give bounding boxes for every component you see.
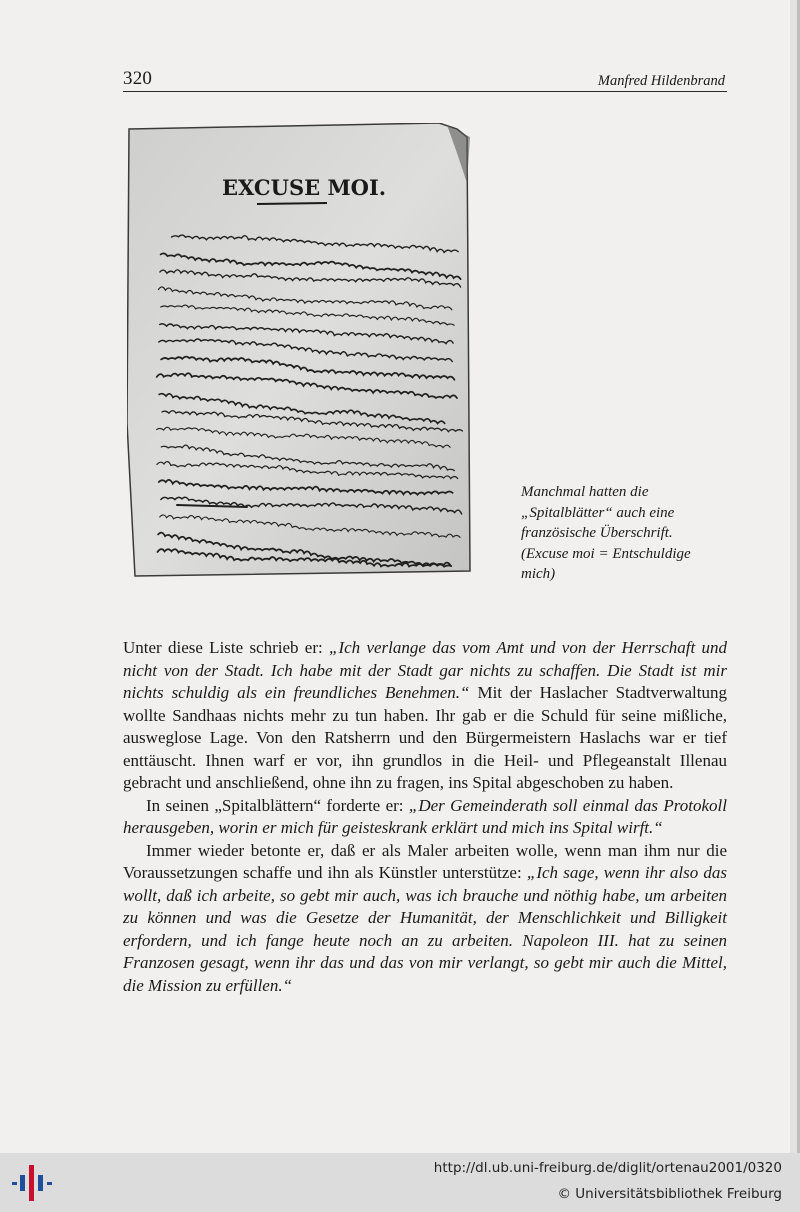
quote-text: „Ich sage, wenn ihr also das wollt, daß ich arbeite, so gebt mir auch, was ich brauche und nöthig habe, um arbeiten zu können und was die Gesetze der Humanität, der Menschlichkeit und Billigkeit erfordern, und ich fange heute noch an zu arbeiten. Napoleon III. hat zu seinen Franzosen gesagt, wenn ihr das und das von mir verlangt, so gebt mir auch die Mittel, die Mission zu erfüllen.“ (123, 863, 728, 995)
caption-line: französische Überschrift. (521, 525, 673, 541)
caption-line: „Spitalblätter“ auch eine (521, 504, 675, 521)
page-number: 320 (123, 68, 153, 89)
body-run: Immer wieder betonte er, daß er als Maler arbeiten wolle, wenn man ihm nur die Voraussetzungen schaffe und ihn als Künstler unterstütze: (123, 840, 727, 882)
caption-line: mich) (521, 566, 556, 582)
manuscript-image (127, 123, 472, 578)
paragraph-2 (123, 795, 727, 840)
body-run: Mit der Haslacher Stadtverwaltung wollte Sandhaas nichts mehr zu tun haben. Ihr gab er die Schuld für seine mißliche, ausweglose Lage. Von den Ratsherrn und den Bürgermeistern Haslachs war er tief enttäuscht. Ihnen warf er vor, ihn grundlos in die Heil- und Pflegeanstalt Illenau gebracht und anschließend, ohne ihn zu fragen, ins Spital abgeschoben zu haben. (123, 683, 727, 792)
body-run: Unter diese Liste schrieb er: (123, 638, 330, 657)
running-head-author: Manfred Hildenbrand (597, 73, 725, 89)
quote-text: „Ich verlange das vom Amt und von der Herrschaft und nicht von der Stadt. Ich habe mit der Stadt gar nichts zu schaffen. Die Stadt ist mir nichts schuldig als ein freundliches Benehmen.“ (123, 638, 727, 702)
manuscript-heading: EXCUSE MOI. (222, 175, 387, 200)
library-logo-icon (12, 1165, 52, 1201)
quote-text: „Der Gemeinderath soll einmal das Protokoll herausgeben, worin er mich für geisteskrank erklärt und mich ins Spital wirft.“ (123, 795, 727, 837)
caption-line: Manchmal hatten die (521, 484, 649, 500)
footer-copyright: © Universitätsbibliothek Freiburg (557, 1186, 782, 1202)
paragraph-3 (123, 840, 727, 998)
figure-caption (521, 482, 736, 585)
body-text (123, 637, 727, 997)
body-run: In seinen „Spitalblättern“ forderte er: (146, 795, 409, 815)
caption-line: (Excuse moi = Entschuldige (521, 545, 691, 562)
header-rule (123, 91, 727, 92)
paragraph-1 (123, 637, 727, 795)
footer-url-link[interactable]: http://dl.ub.uni-freiburg.de/diglit/ortenau2001/0320 (433, 1160, 782, 1176)
